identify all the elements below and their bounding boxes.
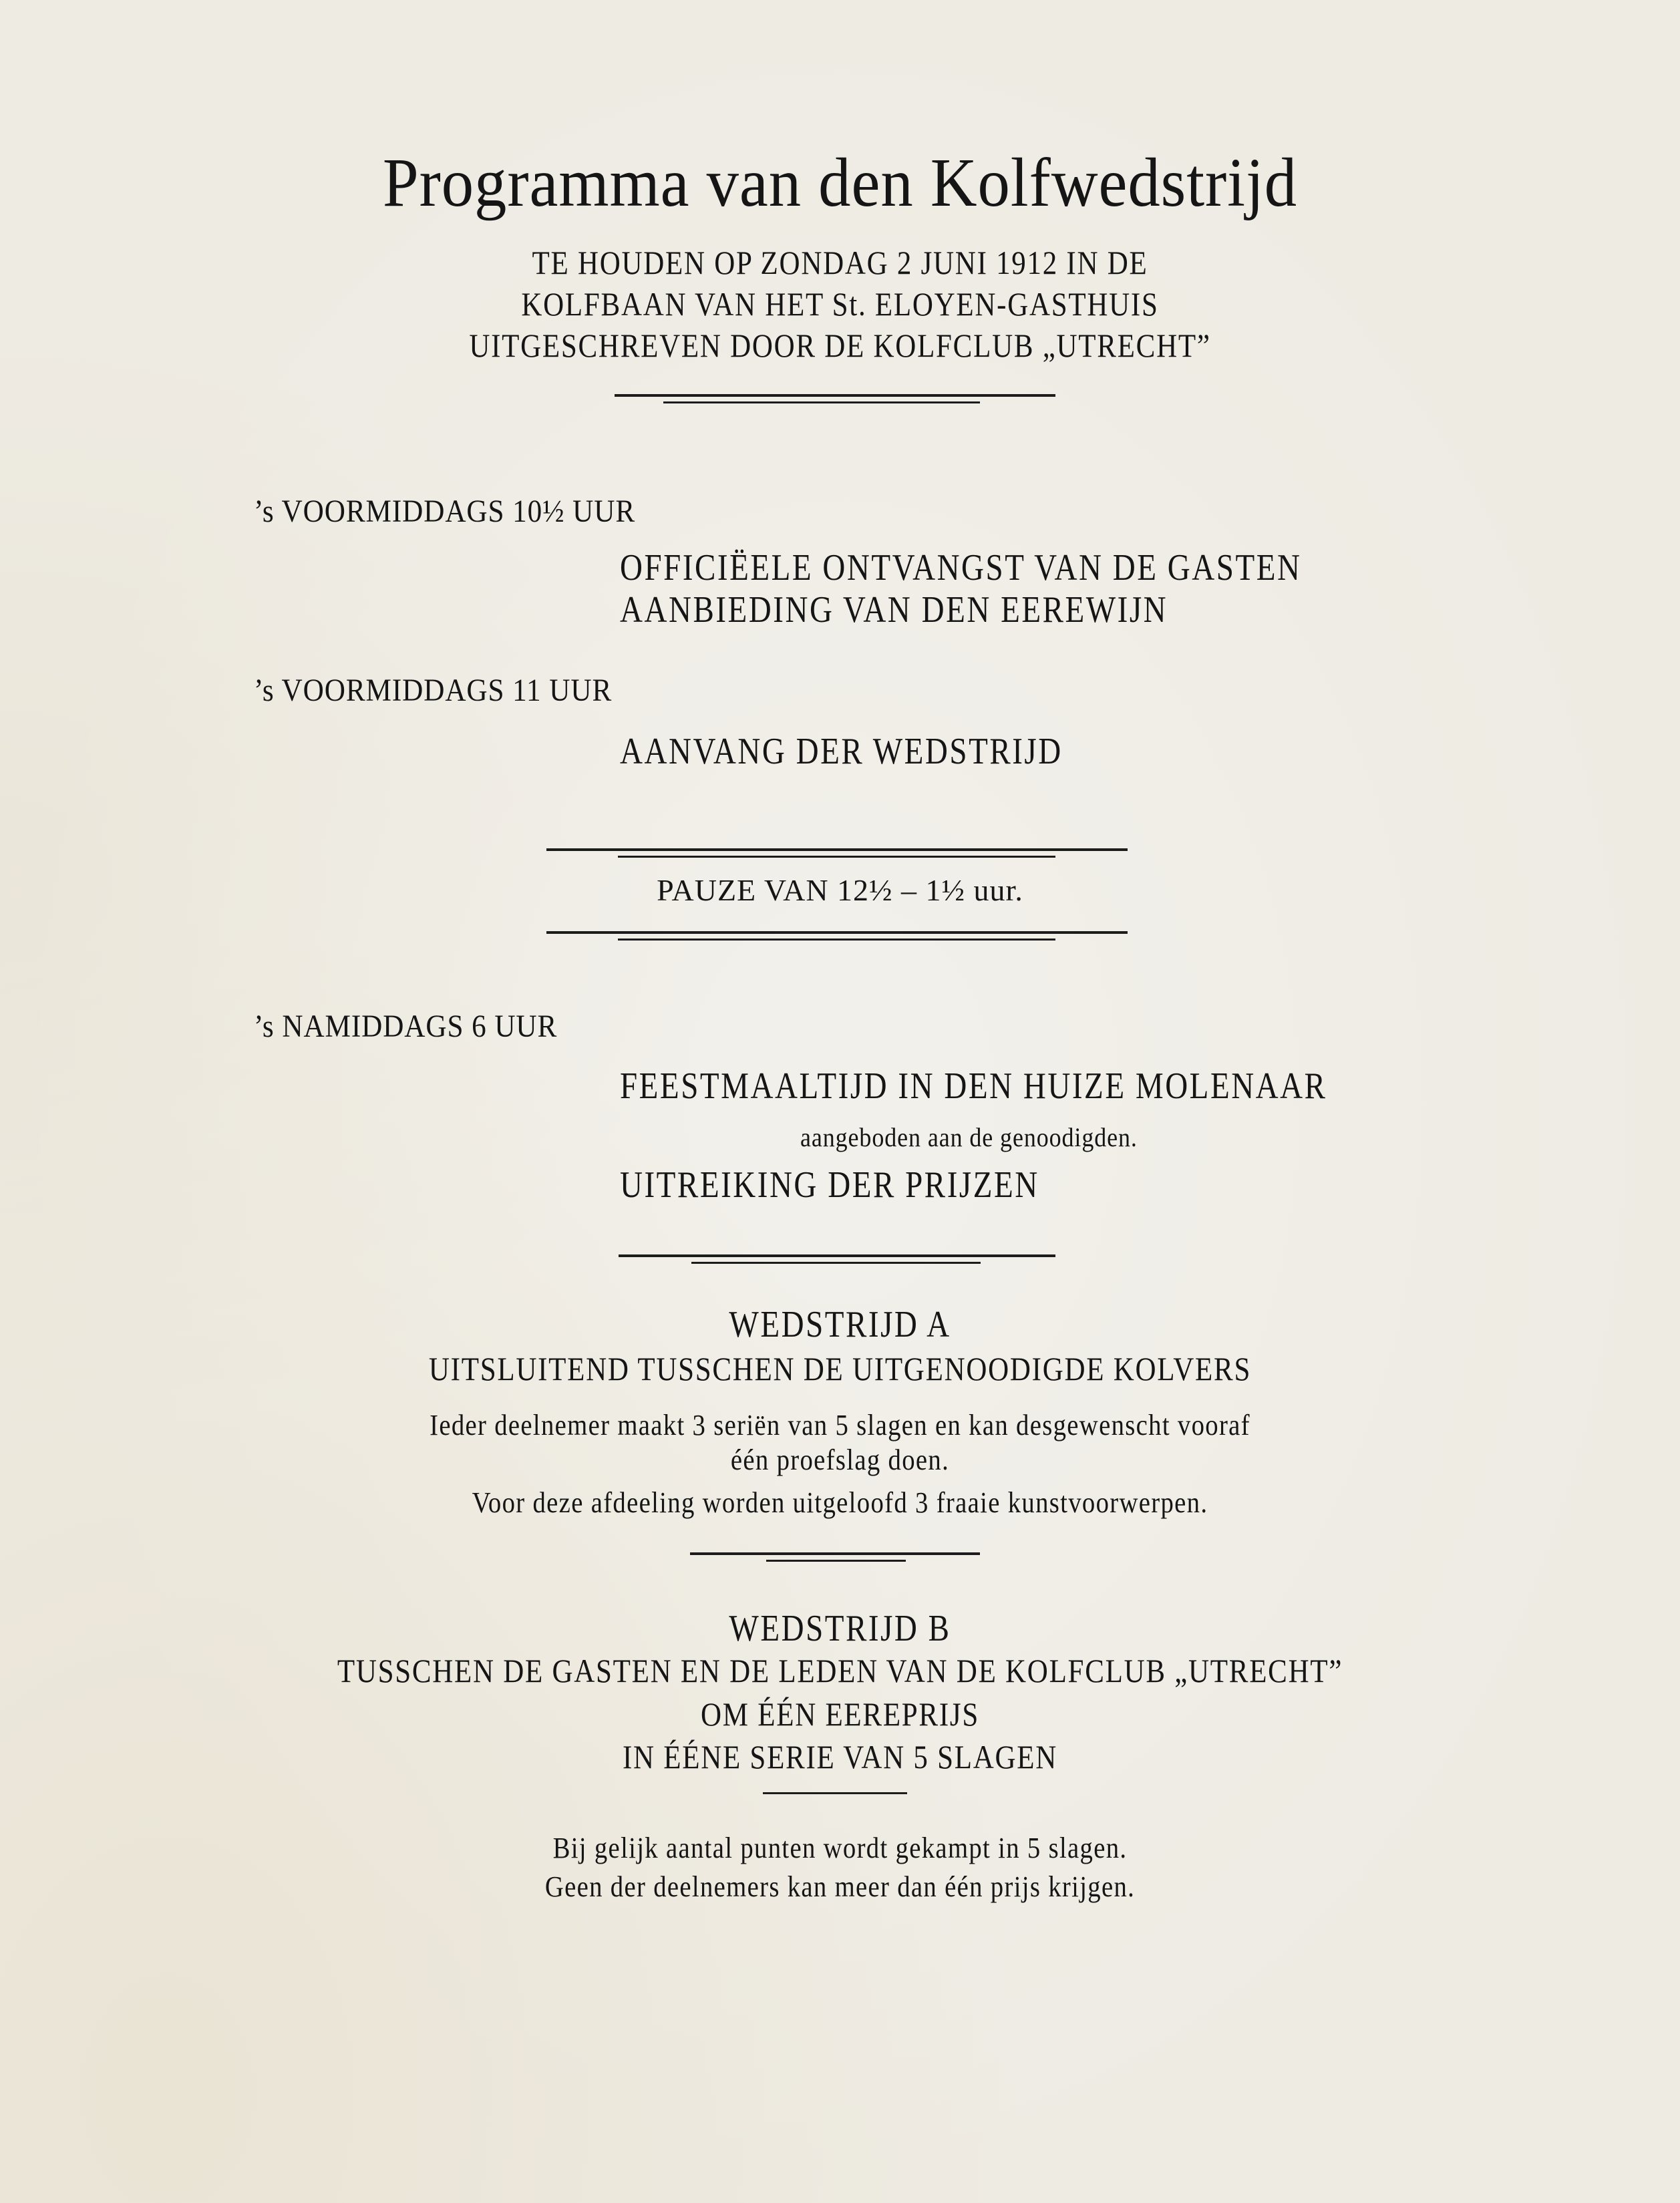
competition-a-subheading: UITSLUITEND TUSSCHEN DE UITGENOODIGDE KOLVERS: [428, 1350, 1252, 1387]
schedule-activity-dinner: FEESTMAALTIJD IN DEN HUIZE MOLENAAR: [620, 1065, 1327, 1107]
competition-a-line: Voor deze afdeeling worden uitgeloofd 3 fraaie kunstvoorwerpen.: [472, 1486, 1208, 1519]
schedule-time-1800: ’s NAMIDDAGS 6 UUR: [254, 1009, 558, 1044]
page-title: Programma van den Kolfwedstrijd: [382, 144, 1298, 221]
schedule-activity-prizes: UITREIKING DER PRIJZEN: [620, 1164, 1039, 1206]
competition-b-line: TUSSCHEN DE GASTEN EN DE LEDEN VAN DE KOLFCLUB „UTRECHT”: [337, 1652, 1343, 1689]
separator-rule-long: [619, 1254, 1055, 1257]
rules-line: Bij gelijk aantal punten wordt gekampt in 5 slagen.: [552, 1832, 1128, 1864]
subtitle-line-organizer: UITGESCHREVEN DOOR DE KOLFCLUB „UTRECHT”: [469, 327, 1211, 364]
pause-rule-bottom-short: [618, 939, 1055, 941]
pause-text: PAUZE VAN 12½ – 1½ uur.: [657, 873, 1023, 907]
subtitle-line-venue: KOLFBAAN VAN HET St. ELOYEN-GASTHUIS: [521, 285, 1159, 323]
schedule-time-1100: ’s VOORMIDDAGS 11 UUR: [254, 673, 613, 708]
separator-rule-long: [690, 1552, 980, 1555]
separator-rule-short: [691, 1262, 981, 1264]
competition-a-line: één proefslag doen.: [730, 1444, 950, 1476]
separator-rule-long: [615, 394, 1055, 397]
competition-b-heading: WEDSTRIJD B: [729, 1608, 951, 1649]
schedule-activity-dinner-note: aangeboden aan de genoodigden.: [800, 1122, 1138, 1152]
rules-line: Geen der deelnemers kan meer dan één prijs krijgen.: [544, 1870, 1136, 1903]
pause-rule-top-long: [546, 848, 1128, 851]
subtitle-line-date: TE HOUDEN OP ZONDAG 2 JUNI 1912 IN DE: [532, 244, 1148, 281]
separator-rule-short: [663, 401, 980, 403]
schedule-activity-reception: OFFICIËELE ONTVANGST VAN DE GASTEN: [620, 547, 1302, 588]
pause-rule-bottom-long: [546, 931, 1128, 934]
separator-rule-short: [766, 1560, 906, 1562]
competition-b-line: IN ÉÉNE SERIE VAN 5 SLAGEN: [622, 1738, 1058, 1775]
schedule-activity-wine: AANBIEDING VAN DEN EEREWIJN: [620, 589, 1168, 631]
schedule-time-1030: ’s VOORMIDDAGS 10½ UUR: [254, 494, 636, 529]
separator-rule-single: [763, 1792, 907, 1794]
competition-a-line: Ieder deelnemer maakt 3 seriën van 5 slagen en kan desgewenscht vooraf: [430, 1409, 1250, 1442]
pause-rule-top-short: [618, 856, 1055, 858]
schedule-activity-start: AANVANG DER WEDSTRIJD: [620, 731, 1063, 772]
competition-b-line: OM ÉÉN EEREPRIJS: [701, 1695, 979, 1733]
competition-a-heading: WEDSTRIJD A: [729, 1304, 951, 1345]
